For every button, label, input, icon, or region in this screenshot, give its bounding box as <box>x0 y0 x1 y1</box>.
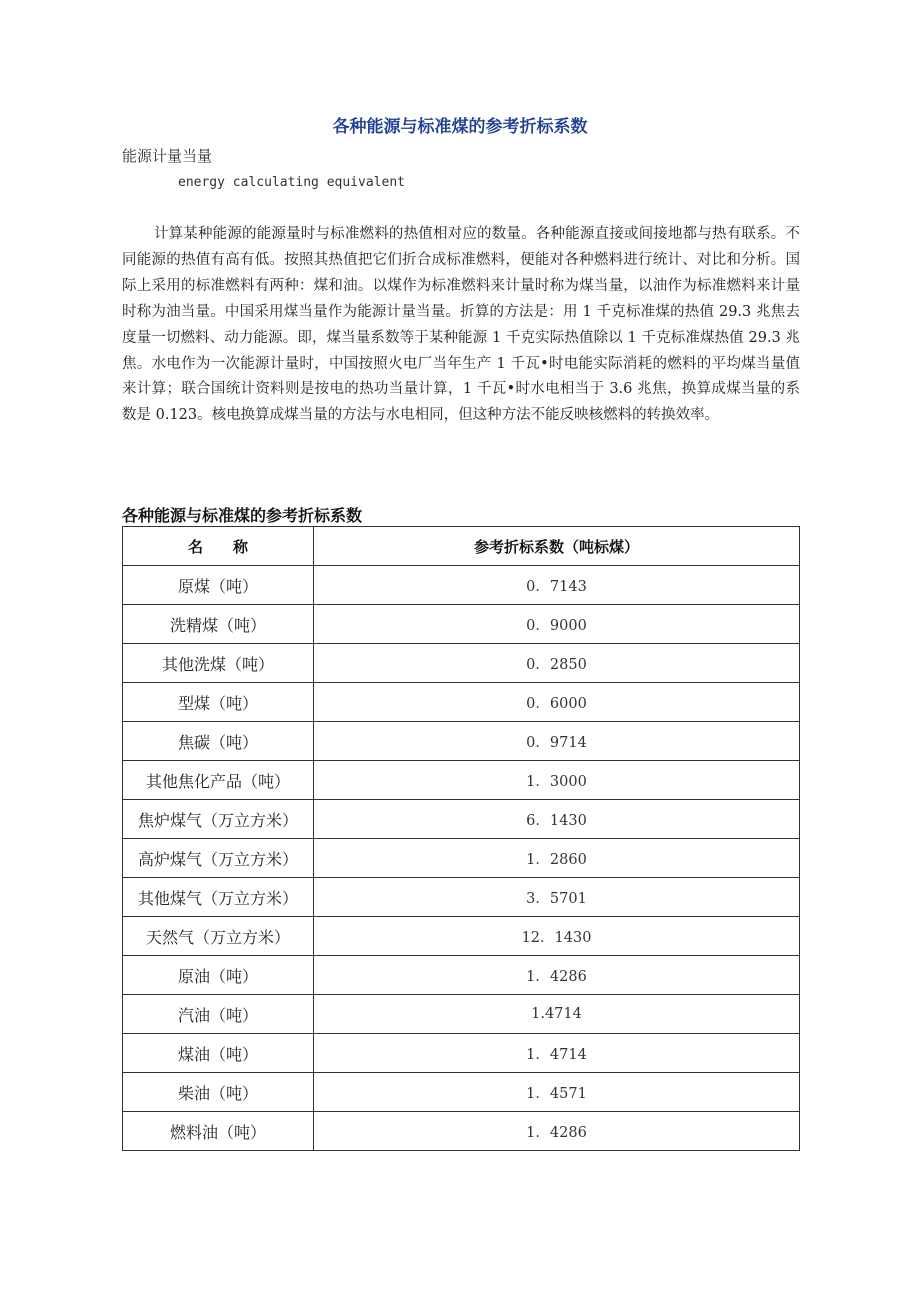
energy-name: 其他洗煤（吨） <box>123 644 314 683</box>
header-name: 名 称 <box>123 527 314 566</box>
energy-name: 原油（吨） <box>123 956 314 995</box>
table-row <box>123 878 800 917</box>
table-header-row <box>123 527 800 566</box>
energy-name: 天然气（万立方米） <box>123 917 314 956</box>
energy-name: 焦炉煤气（万立方米） <box>123 800 314 839</box>
conversion-factor: 1．4286 <box>314 956 800 995</box>
page-title: 各种能源与标准煤的参考折标系数 <box>332 117 588 137</box>
table-row <box>123 800 800 839</box>
energy-name: 洗精煤（吨） <box>123 605 314 644</box>
energy-name: 燃料油（吨） <box>123 1112 314 1151</box>
energy-name: 其他焦化产品（吨） <box>123 761 314 800</box>
conversion-factor-table <box>122 526 800 1151</box>
conversion-factor: 0．9714 <box>314 722 800 761</box>
table-row <box>123 1073 800 1112</box>
conversion-factor: 0．6000 <box>314 683 800 722</box>
energy-name: 其他煤气（万立方米） <box>123 878 314 917</box>
energy-name: 汽油（吨） <box>123 995 314 1034</box>
conversion-factor: 1.4714 <box>314 995 800 1034</box>
table-row <box>123 683 800 722</box>
energy-name: 原煤（吨） <box>123 566 314 605</box>
term-heading: 能源计量当量 <box>122 147 213 165</box>
table-row <box>123 1034 800 1073</box>
energy-name: 型煤（吨） <box>123 683 314 722</box>
conversion-factor: 0．9000 <box>314 605 800 644</box>
table-row <box>123 956 800 995</box>
table-row <box>123 839 800 878</box>
table-row <box>123 566 800 605</box>
table-row <box>123 644 800 683</box>
table-row <box>123 995 800 1034</box>
table-row <box>123 722 800 761</box>
conversion-factor: 0．7143 <box>314 566 800 605</box>
conversion-factor: 6．1430 <box>314 800 800 839</box>
conversion-factor: 1．4714 <box>314 1034 800 1073</box>
header-factor: 参考折标系数（吨标煤） <box>314 527 800 566</box>
energy-name: 柴油（吨） <box>123 1073 314 1112</box>
table-row <box>123 1112 800 1151</box>
energy-name: 焦碳（吨） <box>123 722 314 761</box>
energy-name: 高炉煤气（万立方米） <box>123 839 314 878</box>
conversion-factor: 12．1430 <box>314 917 800 956</box>
table-row <box>123 761 800 800</box>
table-row <box>123 917 800 956</box>
conversion-factor: 3．5701 <box>314 878 800 917</box>
conversion-factor: 1．2860 <box>314 839 800 878</box>
conversion-factor: 1．3000 <box>314 761 800 800</box>
conversion-factor: 1．4286 <box>314 1112 800 1151</box>
energy-name: 煤油（吨） <box>123 1034 314 1073</box>
table-row <box>123 605 800 644</box>
table-title: 各种能源与标准煤的参考折标系数 <box>122 506 363 525</box>
term-english: energy calculating equivalent <box>178 175 405 190</box>
conversion-factor: 0．2850 <box>314 644 800 683</box>
conversion-factor: 1．4571 <box>314 1073 800 1112</box>
definition-paragraph: 计算某种能源的能源量时与标准燃料的热值相对应的数量。各种能源直接或间接地都与热有联系。不同能源的热值有高有低。按照其热值把它们折合成标准燃料，便能对各种燃料进行统计、对比和分析。国际上采用的标准燃料有两种：煤和油。以煤作为标准燃料来计量时称为煤当量，以油作为标准燃料来计量时称为油当量。中国采用煤当量作为能源计量当量。折算的方法是：用 1 千克标准煤的热值 29.3 兆焦去度量一切燃料、动力能源。即，煤当量系数等于某种能源 1 千克实际热值除以 1 千克标准煤热值 29.3 兆焦。水电作为一次能源计量时，中国按照火电厂当年生产 1 千瓦•时电能实际消耗的燃料的平均煤当量值来计算；联合国统计资料则是按电的热功当量计算，1 千瓦•时水电相当于 3.6 兆焦，换算成煤当量的系数是 0.123。核电换算成煤当量的方法与水电相同，但这种方法不能反映核燃料的转换效率。 <box>122 226 800 424</box>
